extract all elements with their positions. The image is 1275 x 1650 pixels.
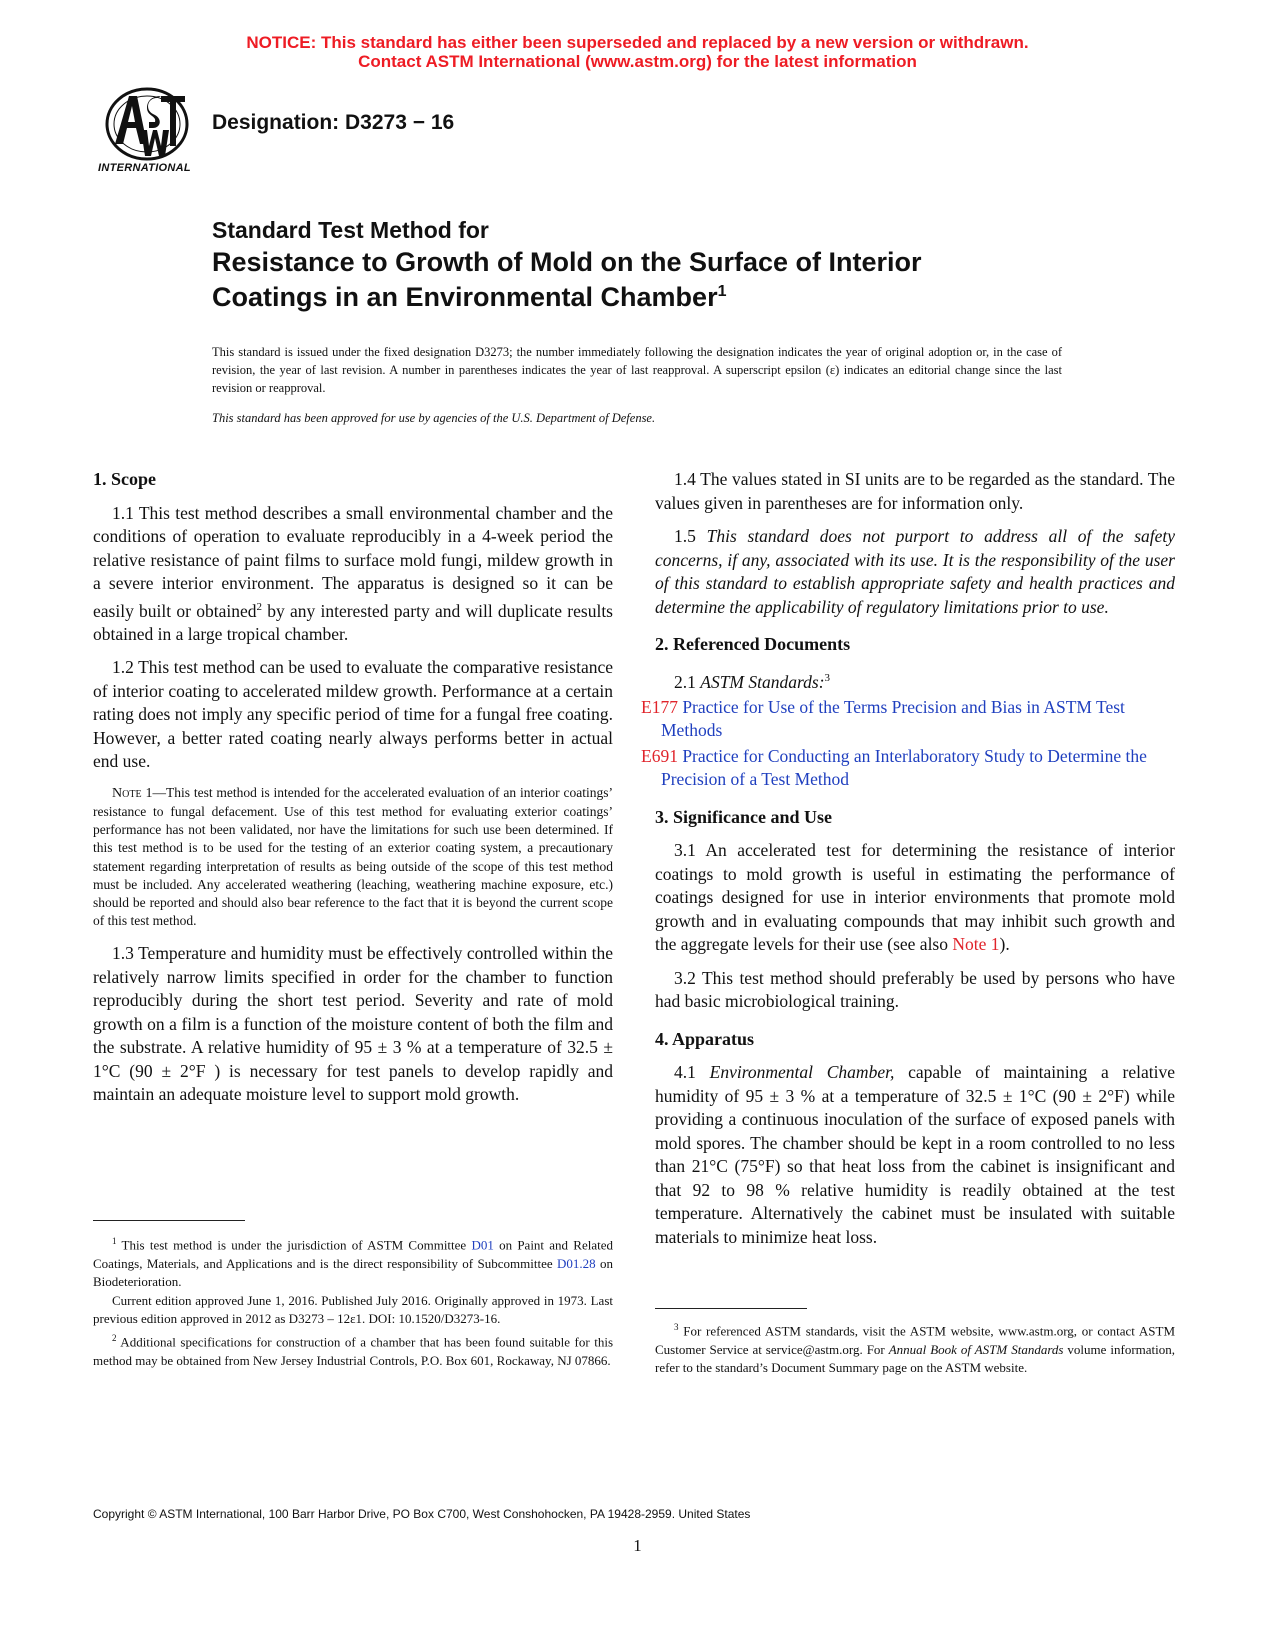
apparatus-4-1-num: 4.1 [674,1062,710,1083]
page-number: 1 [633,1536,642,1555]
footnote-1-edition: Current edition approved June 1, 2016. Published July 2016. Originally approved in 1973. Last previous edition approved in 2012 as D3273 – 12ε1. DOI: 10.1520/D3273-16. [93,1292,613,1327]
footnote-3-text-a: For referenced ASTM standards, visit the ASTM website, www.astm.org, or contact ASTM Customer Service at service@astm.org. For [655,1323,1175,1357]
footnote-2-text: Additional specifications for construction of a chamber that has been found suitable for this method may be obtained from New Jersey Industrial Controls, P.O. Box 601, Rockaway, NJ 07866. [93,1334,613,1368]
footnote-1-text-a: This test method is under the jurisdiction of ASTM Committee [116,1237,472,1253]
note-1-link[interactable]: Note 1 [952,934,1000,955]
footnote-ref-2: 2 [256,600,262,613]
title-line-3: Coatings in an Environmental Chamber [212,282,718,312]
scope-para-1-5 [655,525,1175,619]
footnote-ref-3: 3 [824,671,831,684]
scope-1-5-text: This standard does not purport to address all of the safety concerns, if any, associated with its use. It is the responsibility of the user of this standard to establish appropriate safety and health practices and determine the applicability of regulatory limitations prior to use. [655,526,1176,617]
apparatus-4-1-term: Environmental Chamber, [709,1062,895,1083]
note-1-label: Note 1 [112,785,153,801]
apparatus-para-4-1 [655,1061,1175,1249]
scope-para-1-1 [93,502,613,647]
significance-3-1-text-b: ). [999,934,1010,955]
refdocs-astm-standards [655,667,1175,694]
footnote-2 [93,1329,613,1370]
scope-1-1-text-a: 1.1 This test method describes a small environmental chamber and the conditions of operation to evaluate reproducibly in a 4-week period the relative resistance of paint films to surface mold fungi, mildew growth in a severe interior environment. The apparatus is designed so it can be easily built or obtained [93,502,613,621]
ref-title-e177[interactable]: Practice for Use of the Terms Precision and Bias in ASTM Test Methods [661,696,1125,741]
refdocs-sub-label: ASTM Standards: [700,671,825,692]
ref-code-e691[interactable]: E691 [641,745,678,766]
title-main [212,245,1112,315]
title-line-2: Resistance to Growth of Mold on the Surface of Interior [212,247,922,277]
footnote-1-text-c: on Biodeterioration. [93,1255,613,1290]
ref-item-e691[interactable] [641,745,1175,792]
scope-heading: 1. Scope [93,469,156,489]
committee-d01-link[interactable]: D01 [471,1237,494,1253]
subcommittee-d01-28-link[interactable]: D01.28 [556,1255,596,1271]
footnote-rule-right [655,1308,807,1309]
note-1 [93,784,613,931]
title-footnote-mark: 1 [717,283,727,300]
apparatus-heading: 4. Apparatus [655,1028,755,1049]
ref-code-e177[interactable]: E177 [641,696,678,717]
left-column [93,468,613,1117]
refdocs-heading: 2. Referenced Documents [655,634,851,654]
right-column [641,468,1176,1259]
footnote-3-mark: 3 [674,1322,679,1332]
footnotes-left [93,1232,613,1370]
footnote-3 [655,1318,1175,1378]
scope-1-5-num: 1.5 [674,526,707,546]
scope-para-1-4: 1.4 The values stated in SI units are to be regarded as the standard. The values given in parentheses are for information only. [655,469,1175,513]
footnotes-right [655,1318,1175,1378]
significance-para-3-2: 3.2 This test method should preferably be used by persons who have had basic microbiological training. [655,967,1175,1012]
footnote-1-mark: 1 [112,1236,117,1246]
footnote-2-mark: 2 [112,1332,117,1343]
notice-line-1: NOTICE: This standard has either been superseded and replaced by a new version or withdrawn. [246,33,1029,52]
scope-1-1-text-b: by any interested party and will duplicate results obtained in a large tropical chamber. [93,600,613,644]
footnote-3-italic: Annual Book of ASTM Standards [888,1341,1064,1357]
note-1-text: —This test method is intended for the accelerated evaluation of an interior coatings’ resistance to fungal defacement. Use of this test method for evaluating exterior coatings’ performance has not been validated, nor have the limitations for such use been determined. If this test method is to be used for the testing of an exterior coating system, a precautionary statement regarding interpretation of results as being outside of the scope of this test method must be included. Any accelerated weathering (leaching, weathering machine exposure, etc.) should be reported and should also bear reference to the fact that it is beyond the current scope of this test method. [93,784,613,929]
significance-3-1-text-a: 3.1 An accelerated test for determining the resistance of interior coatings to mold growth is useful in estimating the performance of coatings designed for use in interior environments that promote mold growth and in evaluating compounds that may inhibit such growth and the aggregate levels for their use (see also [655,840,1175,955]
significance-heading: 3. Significance and Use [655,806,833,827]
footnote-1-text-b: on Paint and Related Coatings, Materials, and Applications and is the direct responsibility of Subcommittee [93,1237,614,1271]
copyright-footer: Copyright © ASTM International, 100 Barr Harbor Drive, PO Box C700, West Conshohocken, PA 19428-2959. United States [93,1507,751,1521]
scope-para-1-3: 1.3 Temperature and humidity must be effectively controlled within the relatively narrow limits specified in order for the chamber to function reproducibly during the short test period. Severity and rate of mold growth on a film is a function of the moisture content of both the film and the substrate. A relative humidity of 95 ± 3 % at a temperature of 32.5 ± 1°C (90 ± 2°F ) is necessary for test panels to develop rapidly and maintain an adequate moisture level to support mold growth. [93,943,613,1105]
logo-subtitle: INTERNATIONAL [98,162,191,174]
significance-para-3-1 [655,839,1175,957]
scope-para-1-2: 1.2 This test method can be used to evaluate the comparative resistance of interior coating to accelerated mildew growth. Performance at a certain rating does not imply any specific period of time for a fungal free coating. However, a better rated coating nearly always performs better in actual end use. [93,657,613,772]
document-title [212,215,1112,315]
issuance-note: This standard is issued under the fixed designation D3273; the number immediately following the designation indicates the year of original adoption or, in the case of revision, the year of last revision. A number in parentheses indicates the year of last reapproval. A superscript epsilon (ε) indicates an editorial change since the last revision or reapproval. [212,345,1062,395]
refdocs-sub-num: 2.1 [674,671,701,692]
footnote-1 [93,1232,613,1292]
footnote-3-text-b: volume information, refer to the standard’s Document Summary page on the ASTM website. [655,1341,1176,1376]
ref-title-e691[interactable]: Practice for Conducting an Interlaboratory Study to Determine the Precision of a Test Method [661,745,1147,790]
dod-approval-note: This standard has been approved for use by agencies of the U.S. Department of Defense. [212,411,656,425]
designation: Designation: D3273 − 16 [212,111,455,134]
apparatus-4-1-text: capable of maintaining a relative humidity of 95 ± 3 % at a temperature of 32.5 ± 1°C (90 ± 2°F) while providing a continuous inoculation of the surface of exposed panels with mold spores. The chamber should be kept in a room controlled to no less than 21°C (75°F) so that heat loss from the cabinet is insignificant and that 92 to 98 % relative humidity is readily obtained at the test temperature. Alternatively the cabinet must be insulated with suitable materials to minimize heat loss. [655,1062,1175,1247]
footnote-rule-left [93,1220,245,1221]
title-line-1: Standard Test Method for [212,217,489,243]
ref-item-e177[interactable] [641,696,1175,743]
notice-line-2: Contact ASTM International (www.astm.org) for the latest information [358,52,917,71]
withdrawal-notice [0,33,1275,71]
